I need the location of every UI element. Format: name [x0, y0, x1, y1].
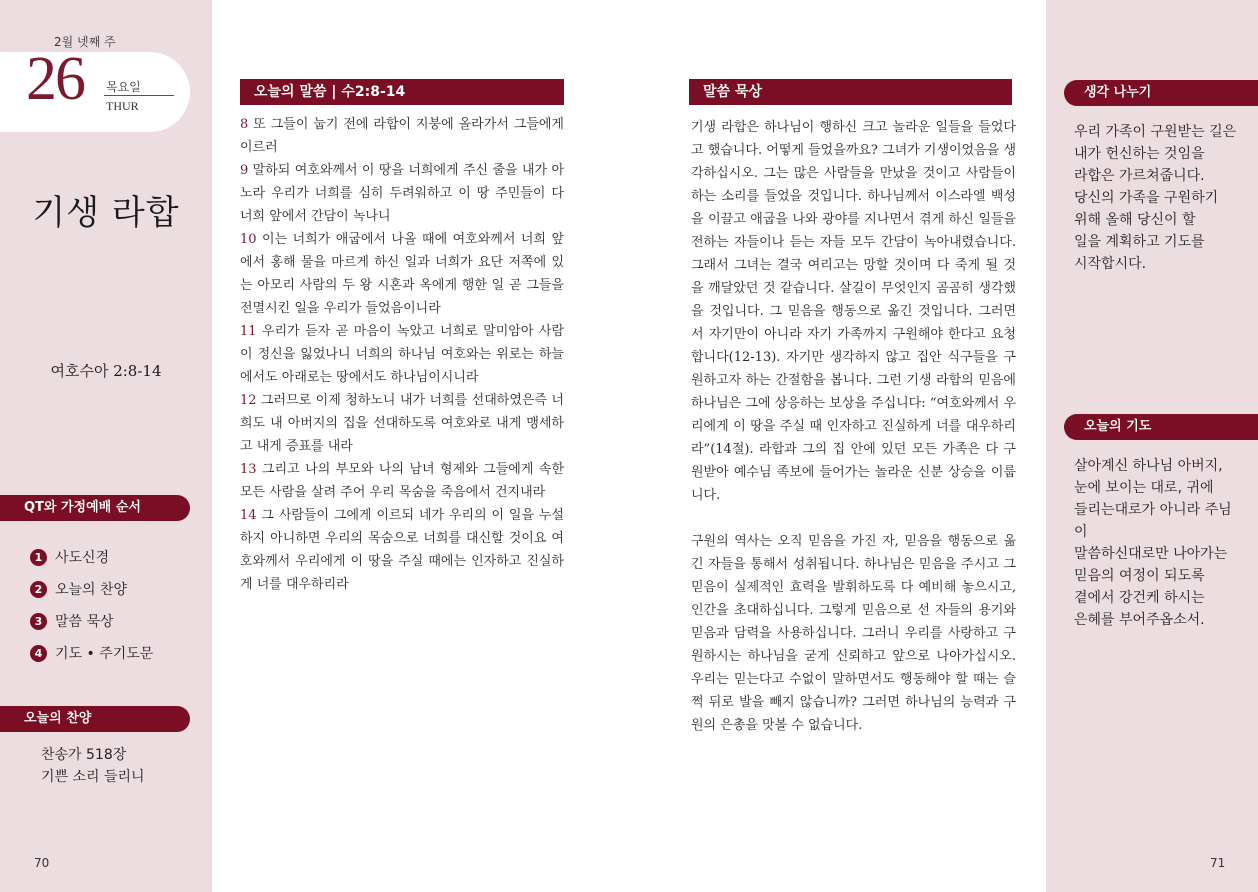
day-korean: 목요일 — [106, 80, 141, 94]
share-text — [1074, 121, 1244, 275]
hymn-title: 기쁜 소리 들리니 — [41, 769, 145, 785]
verse-number: 13 — [240, 462, 257, 477]
verse-text: 그러므로 이제 청하노니 내가 너희를 선대하였은즉 너희도 내 아버지의 집을 선대하도록 여호와로 내게 맹세하고 내게 증표를 내라 — [240, 393, 564, 454]
share-line: 당신의 가족을 구원하기 — [1074, 190, 1219, 206]
verse-number: 12 — [240, 393, 257, 408]
order-item-label: 오늘의 찬양 — [55, 582, 128, 598]
day-english: THUR — [106, 99, 139, 113]
prayer-line: 말씀하신대로만 나아가는 — [1074, 546, 1228, 562]
page-title: 기생 라합 — [32, 193, 180, 233]
share-line: 일을 계획하고 기도를 — [1074, 234, 1205, 250]
verse-text: 우리가 듣자 곧 마음이 녹았고 너희로 말미암아 사람이 정신을 잃었나니 너희의 하나님 여호와는 위로는 하늘에서도 아래로는 땅에서도 하나님이시니라 — [240, 324, 564, 385]
prayer-line: 눈에 보이는 대로, 귀에 — [1074, 480, 1214, 496]
verse — [240, 458, 564, 504]
share-line: 라합은 가르쳐줍니다. — [1074, 168, 1205, 184]
meditation-paragraph: 구원의 역사는 오직 믿음을 가진 자, 믿음을 행동으로 옮긴 자들을 통해서 성취됩니다. 하나님은 믿음을 주시고 그 믿음이 실제적인 효력을 발휘하도록 다 예비해 놓으시고, 인간을 초대하십니다. 그렇게 믿음으로 선 자들의 용기와 믿음과 담력을 사용하십니다. 그러니 우리를 사랑하고 구원하시는 하나님을 굳게 신뢰하고 앞으로 나아가십시오. 우리는 믿는다고 수없이 말하면서도 행동해야 할 때는 슬쩍 뒤로 발을 빼지 않습니까? 그러면 하나님의 능력과 구원의 은총을 맛볼 수 없습니다. — [691, 534, 1016, 733]
number-circle-icon: 3 — [30, 613, 47, 630]
list-item — [30, 541, 153, 573]
verse — [240, 228, 564, 320]
page-number-right: 71 — [1210, 856, 1226, 870]
prayer-line: 살아계신 하나님 아버지, — [1074, 458, 1223, 474]
prayer-line: 곁에서 강건케 하시는 — [1074, 590, 1205, 606]
verse — [240, 320, 564, 389]
verse-text: 이는 너희가 애굽에서 나올 때에 여호와께서 너희 앞에서 홍해 물을 마르게 하신 일과 너희가 요단 저쪽에 있는 아모리 사람의 두 왕 시혼과 옥에게 행한 일 곧 그들을 전멸시킨 일을 우리가 들었음이니라 — [240, 232, 564, 316]
verse — [240, 389, 564, 458]
meditation-heading: 말씀 묵상 — [689, 79, 1012, 105]
scripture-heading: 오늘의 말씀 | 수2:8-14 — [240, 79, 564, 105]
prayer-line: 믿음의 여정이 되도록 — [1074, 568, 1205, 584]
share-line: 위해 올해 당신이 할 — [1074, 212, 1196, 228]
week-label: 2월 넷째 주 — [54, 35, 116, 49]
number-circle-icon: 4 — [30, 645, 47, 662]
meditation-paragraph: 기생 라합은 하나님이 행하신 크고 놀라운 일들을 들었다고 했습니다. 어떻게 들었을까요? 그녀가 기생이었음을 생각하십시오. 그는 많은 사람들을 만났을 것이고 사람들이 하는 소리를 들었을 것입니다. 하나님께서 이스라엘 백성을 이끌고 애굽을 나와 광야를 지나면서 겪게 하신 일들을 전하는 자들이나 듣는 자들 모두 간담이 녹아내렸습니다. 그래서 그녀는 결국 여리고는 망할 것이며 다 죽게 될 것을 깨달았던 것 같습니다. 살길이 무엇인지 곰곰히 생각했을 것입니다. 그 믿음을 행동으로 옮긴 것입니다. 그러면서 자기만이 아니라 자기 가족까지 구원해야 한다고 요청합니다(12-13). 자기만 생각하지 않고 집안 식구들을 구원하고자 하는 간절함을 봅니다. 그런 기생 라합의 믿음에 하나님은 그에 상응하는 보상을 주십니다: “여호와께서 우리에게 이 땅을 주실 때 인자하고 진실하게 너를 대우하리라”(14절). 라합과 그의 집 안에 있던 모든 가족은 다 구원받아 예수님 족보에 들어가는 놀라운 신분 상승을 이룹니다. — [691, 120, 1016, 503]
order-heading: QT와 가정예배 순서 — [0, 495, 190, 521]
hymn-heading: 오늘의 찬양 — [0, 706, 190, 732]
verse-number: 8 — [240, 117, 249, 132]
verse-number: 14 — [240, 508, 257, 523]
share-line: 우리 가족이 구원받는 길은 — [1074, 124, 1237, 140]
prayer-heading: 오늘의 기도 — [1064, 414, 1258, 440]
order-item-label: 말씀 묵상 — [55, 614, 114, 630]
hymn-number: 찬송가 518장 — [41, 747, 127, 763]
number-circle-icon: 1 — [30, 549, 47, 566]
order-list — [30, 541, 153, 669]
order-item-label: 기도 • 주기도문 — [55, 646, 154, 662]
verse-text: 그리고 나의 부모와 나의 남녀 형제와 그들에게 속한 모든 사람을 살려 주어 우리 목숨을 죽음에서 건지내라 — [240, 462, 564, 500]
verse — [240, 504, 564, 596]
scripture-reference: 여호수아 2:8-14 — [50, 362, 162, 380]
share-line: 내가 헌신하는 것임을 — [1074, 146, 1205, 162]
list-item — [30, 573, 153, 605]
prayer-text — [1074, 455, 1244, 631]
verse-text: 또 그들이 눕기 전에 라합이 지붕에 올라가서 그들에게 이르러 — [240, 117, 564, 155]
verse-text: 그 사람들이 그에게 이르되 네가 우리의 이 일을 누설하지 아니하면 우리의 목숨으로 너희를 대신할 것이요 여호와께서 우리에게 이 땅을 주실 때에는 인자하고 진실하게 너를 대우하리라 — [240, 508, 564, 592]
date-divider — [104, 95, 174, 96]
hymn-info — [41, 744, 145, 788]
verse-number: 11 — [240, 324, 257, 339]
verse-number: 9 — [240, 163, 249, 178]
verse — [240, 113, 564, 159]
verse — [240, 159, 564, 228]
prayer-line: 은혜를 부어주옵소서. — [1074, 612, 1205, 628]
prayer-line: 들리는대로가 아니라 주님이 — [1074, 502, 1232, 540]
verse-number: 10 — [240, 232, 257, 247]
number-circle-icon: 2 — [30, 581, 47, 598]
share-line: 시작합시다. — [1074, 256, 1147, 272]
page-number-left: 70 — [34, 856, 50, 870]
verse-text: 말하되 여호와께서 이 땅을 너희에게 주신 줄을 내가 아노라 우리가 너희를 심히 두려워하고 이 땅 주민들이 다 너희 앞에서 간담이 녹나니 — [240, 163, 564, 224]
scripture-verses — [240, 113, 564, 596]
order-item-label: 사도신경 — [55, 550, 110, 566]
list-item — [30, 637, 153, 669]
meditation-body — [691, 116, 1016, 760]
share-heading: 생각 나누기 — [1064, 80, 1258, 106]
list-item — [30, 605, 153, 637]
date-number: 26 — [26, 45, 84, 113]
